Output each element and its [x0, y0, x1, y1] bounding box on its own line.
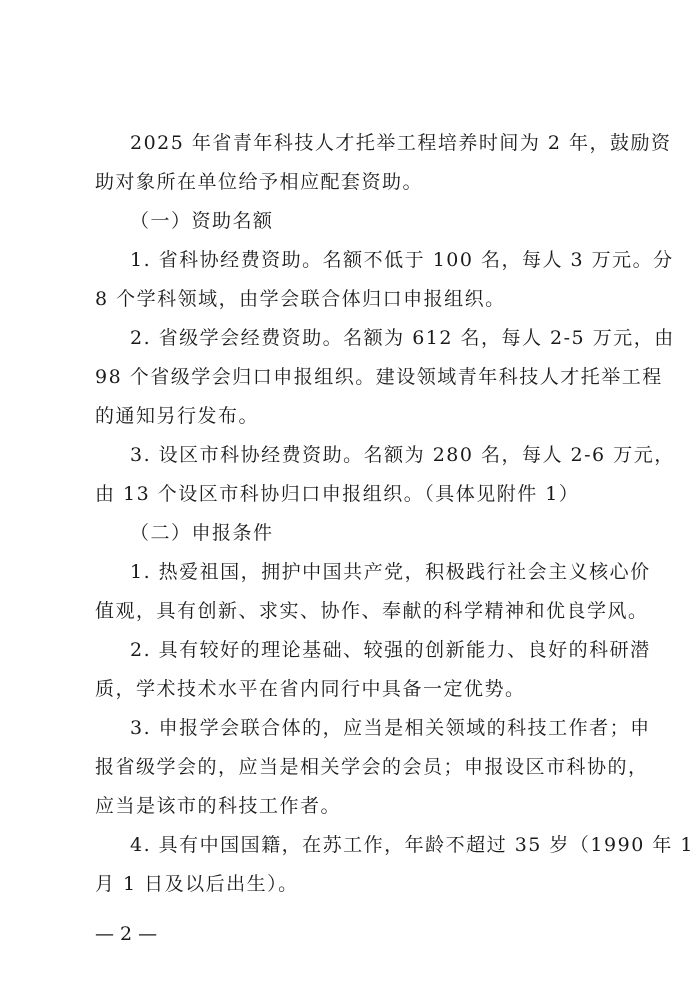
item-2-line-2: 98 个省级学会归口申报组织。建设领域青年科技人才托举工程: [95, 366, 663, 388]
section-heading-requirements: （二）申报条件: [130, 522, 274, 544]
requirement-3-line-2: 报省级学会的，应当是相关学会的会员；申报设区市科协的，: [95, 756, 649, 778]
requirement-1-line-1: 1. 热爱祖国，拥护中国共产党，积极践行社会主义核心价: [130, 561, 651, 583]
requirement-4-line-2: 月 1 日及以后出生）。: [95, 873, 299, 895]
item-2-line-1: 2. 省级学会经费资助。名额为 612 名，每人 2-5 万元，由: [130, 327, 675, 349]
item-1-line-1: 1. 省科协经费资助。名额不低于 100 名，每人 3 万元。分: [130, 249, 674, 271]
item-2-line-3: 的通知另行发布。: [95, 405, 260, 427]
paragraph-intro-line-1: 2025 年省青年科技人才托举工程培养时间为 2 年，鼓励资: [130, 132, 672, 154]
requirement-1-line-2: 值观，具有创新、求实、协作、奉献的科学精神和优良学风。: [95, 600, 649, 622]
section-heading-funding-quota: （一）资助名额: [130, 210, 274, 232]
requirement-2-line-2: 质，学术技术水平在省内同行中具备一定优势。: [95, 678, 526, 700]
requirement-3-line-1: 3. 申报学会联合体的，应当是相关领域的科技工作者；申: [130, 717, 651, 739]
item-1-line-2: 8 个学科领域，由学会联合体归口申报组织。: [95, 288, 506, 310]
requirement-3-line-3: 应当是该市的科技工作者。: [95, 795, 342, 817]
item-3-line-1: 3. 设区市科协经费资助。名额为 280 名，每人 2-6 万元，: [130, 444, 675, 466]
page-number: — 2 —: [95, 923, 158, 945]
requirement-2-line-1: 2. 具有较好的理论基础、较强的创新能力、良好的科研潜: [130, 639, 651, 661]
requirement-4-line-1: 4. 具有中国国籍，在苏工作，年龄不超过 35 岁（1990 年 1: [130, 834, 694, 856]
item-3-line-2: 由 13 个设区市科协归口申报组织。（具体见附件 1）: [95, 483, 580, 505]
paragraph-intro-line-2: 助对象所在单位给予相应配套资助。: [95, 171, 424, 193]
